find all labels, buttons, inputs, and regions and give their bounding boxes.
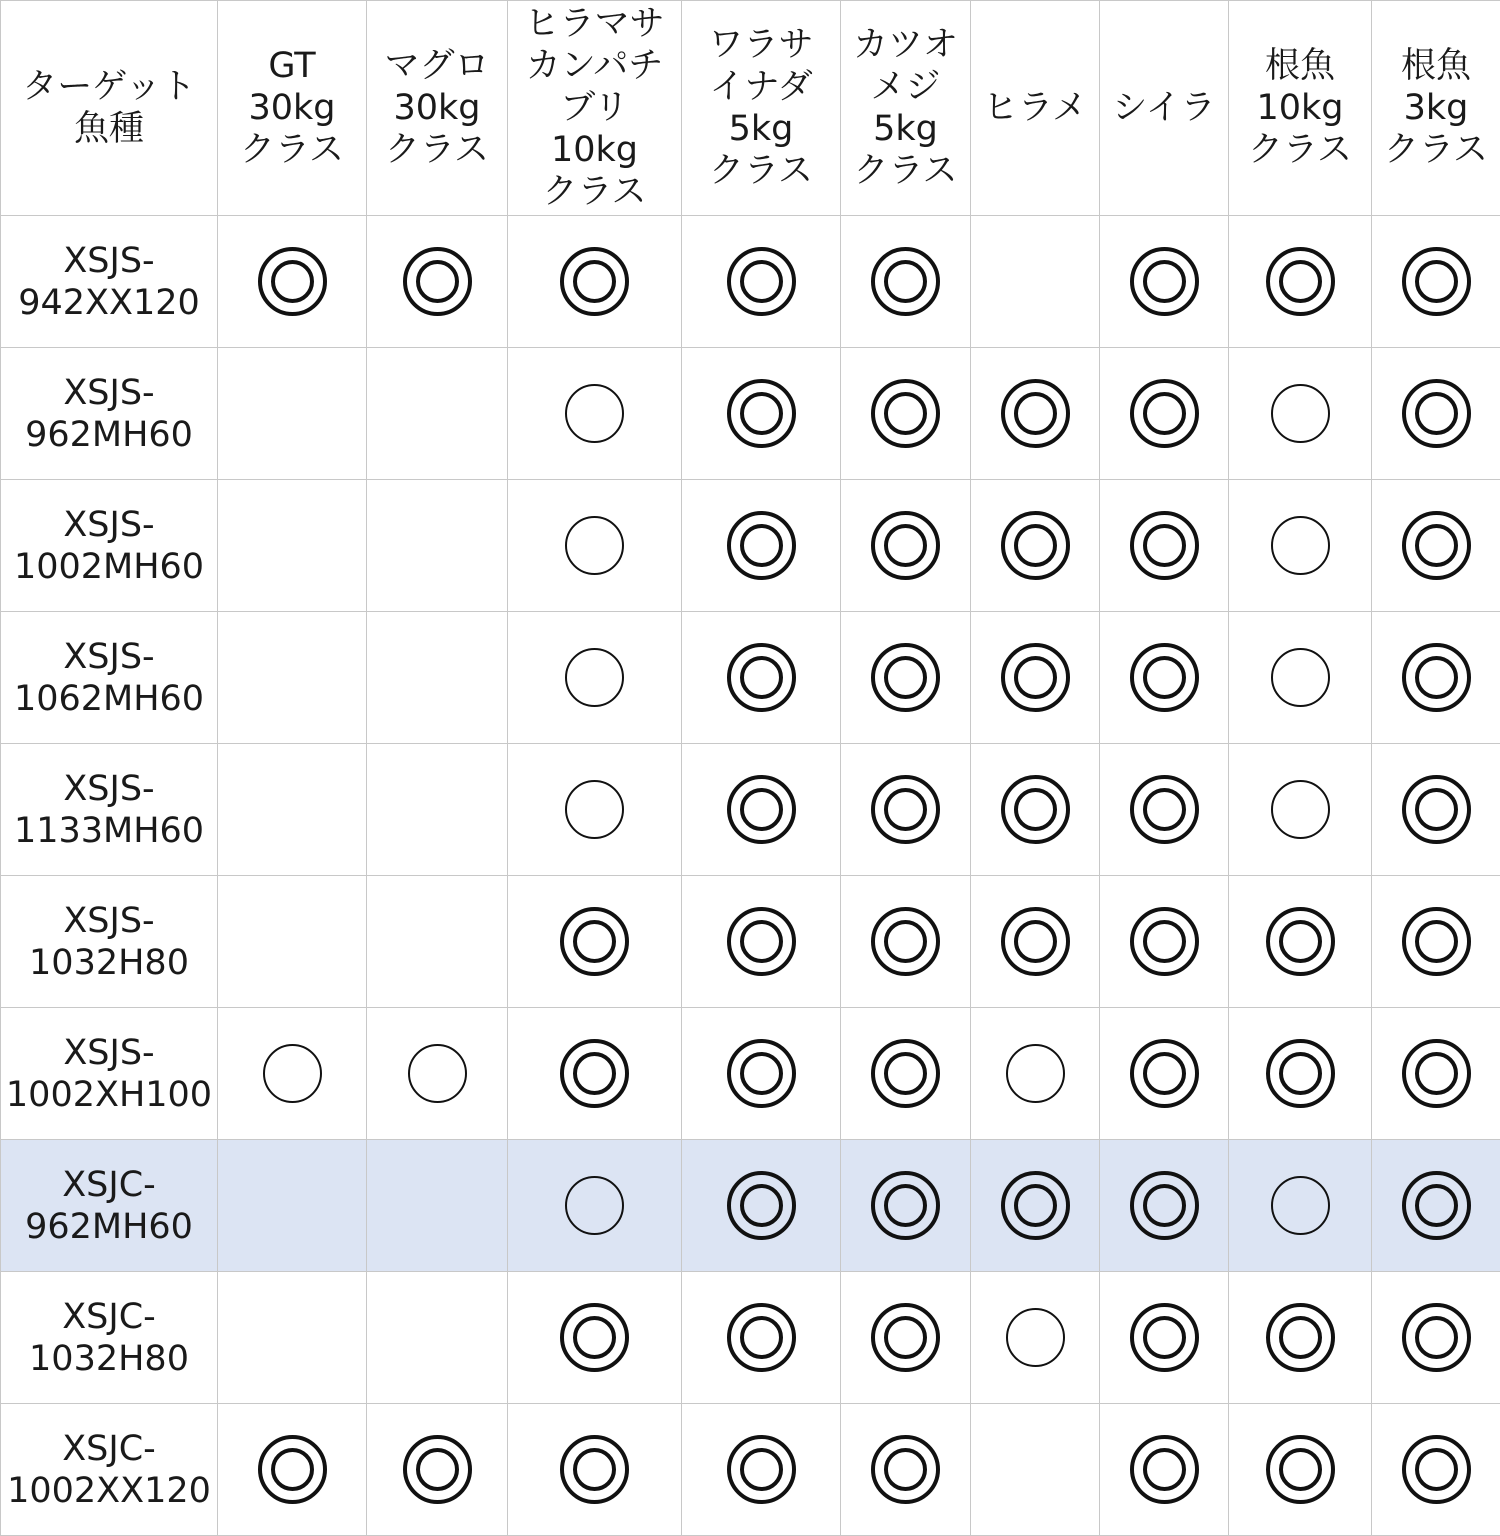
species-header <box>1372 1 1500 216</box>
rating-cell <box>1372 1140 1500 1272</box>
double-circle-icon <box>1130 1303 1199 1372</box>
model-name-line: XSJS- <box>1 240 217 282</box>
species-header-line: GT <box>218 45 366 87</box>
model-name-line: XSJC- <box>1 1164 217 1206</box>
double-circle-icon <box>1001 379 1070 448</box>
rating-cell <box>971 1272 1100 1404</box>
model-name-line: XSJC- <box>1 1428 217 1470</box>
double-circle-icon <box>1130 643 1199 712</box>
double-circle-icon <box>1266 1303 1335 1372</box>
double-circle-icon <box>727 643 796 712</box>
rating-cell <box>682 348 841 480</box>
double-circle-icon <box>1402 511 1471 580</box>
rating-cell <box>682 480 841 612</box>
rating-cell <box>508 216 682 348</box>
species-header <box>682 1 841 216</box>
rating-cell <box>971 744 1100 876</box>
species-header-line: クラス <box>218 129 366 171</box>
species-header-line: ヒラマサ <box>508 3 681 45</box>
species-header <box>971 1 1100 216</box>
double-circle-icon <box>1130 1171 1199 1240</box>
rating-cell <box>1372 1008 1500 1140</box>
species-header <box>1229 1 1372 216</box>
rating-cell <box>367 348 508 480</box>
species-header <box>218 1 367 216</box>
rating-cell <box>218 1272 367 1404</box>
rating-cell <box>1229 1272 1372 1404</box>
rating-cell <box>218 480 367 612</box>
circle-icon <box>565 648 624 707</box>
model-name-line: 962MH60 <box>1 1206 217 1248</box>
rating-cell <box>1229 1140 1372 1272</box>
species-header-line: 根魚 <box>1372 45 1500 87</box>
model-name-line: 1002XH100 <box>1 1074 217 1116</box>
species-header-line: ヒラメ <box>971 87 1099 129</box>
double-circle-icon <box>1001 907 1070 976</box>
species-header-line: カツオ <box>841 24 970 66</box>
circle-icon <box>1006 1044 1065 1103</box>
rating-cell <box>1372 1272 1500 1404</box>
double-circle-icon <box>871 1435 940 1504</box>
rating-cell <box>1372 480 1500 612</box>
rating-cell <box>1372 612 1500 744</box>
rating-cell <box>841 1008 971 1140</box>
corner-header <box>1 1 218 216</box>
double-circle-icon <box>871 379 940 448</box>
species-header-line: カンパチ <box>508 45 681 87</box>
double-circle-icon <box>871 775 940 844</box>
species-header <box>1100 1 1229 216</box>
double-circle-icon <box>1266 907 1335 976</box>
rating-cell <box>508 480 682 612</box>
model-name-line: XSJS- <box>1 768 217 810</box>
rating-cell <box>841 348 971 480</box>
rating-cell <box>1100 1008 1229 1140</box>
double-circle-icon <box>871 1171 940 1240</box>
double-circle-icon <box>871 643 940 712</box>
double-circle-icon <box>727 1039 796 1108</box>
rating-cell <box>1100 1272 1229 1404</box>
rating-cell <box>1100 876 1229 1008</box>
double-circle-icon <box>1266 247 1335 316</box>
rating-cell <box>841 1272 971 1404</box>
rating-cell <box>971 1404 1100 1536</box>
rating-cell <box>367 216 508 348</box>
circle-icon <box>565 780 624 839</box>
species-header-line: 30kg <box>218 87 366 129</box>
table-row <box>1 1140 1500 1272</box>
rating-cell <box>682 612 841 744</box>
double-circle-icon <box>1402 775 1471 844</box>
double-circle-icon <box>727 511 796 580</box>
double-circle-icon <box>1402 1435 1471 1504</box>
rating-cell <box>508 348 682 480</box>
rating-cell <box>1100 744 1229 876</box>
rating-cell <box>971 480 1100 612</box>
rating-cell <box>1372 348 1500 480</box>
species-header-line: マグロ <box>367 45 507 87</box>
double-circle-icon <box>1130 247 1199 316</box>
rating-cell <box>841 216 971 348</box>
rating-cell <box>971 876 1100 1008</box>
circle-icon <box>1271 780 1330 839</box>
species-header-line: クラス <box>367 129 507 171</box>
species-header <box>367 1 508 216</box>
double-circle-icon <box>727 1303 796 1372</box>
rating-cell <box>841 1404 971 1536</box>
double-circle-icon <box>1402 1039 1471 1108</box>
model-name-cell <box>1 876 218 1008</box>
circle-icon <box>408 1044 467 1103</box>
double-circle-icon <box>403 1435 472 1504</box>
model-name-line: 1032H80 <box>1 1338 217 1380</box>
double-circle-icon <box>1266 1435 1335 1504</box>
model-name-cell <box>1 1272 218 1404</box>
model-name-line: 1062MH60 <box>1 678 217 720</box>
rating-cell <box>367 1008 508 1140</box>
double-circle-icon <box>1001 775 1070 844</box>
rating-cell <box>218 1008 367 1140</box>
circle-icon <box>1271 516 1330 575</box>
rating-cell <box>1229 744 1372 876</box>
rating-cell <box>971 216 1100 348</box>
rating-cell <box>218 744 367 876</box>
double-circle-icon <box>1001 1171 1070 1240</box>
rating-cell <box>841 612 971 744</box>
species-header-line: イナダ <box>682 66 840 108</box>
double-circle-icon <box>560 1039 629 1108</box>
table-row <box>1 480 1500 612</box>
double-circle-icon <box>727 907 796 976</box>
rating-cell <box>1229 348 1372 480</box>
rating-cell <box>508 612 682 744</box>
double-circle-icon <box>1130 1435 1199 1504</box>
double-circle-icon <box>727 775 796 844</box>
double-circle-icon <box>1402 379 1471 448</box>
rating-cell <box>841 744 971 876</box>
rating-cell <box>1372 744 1500 876</box>
rating-cell <box>1229 876 1372 1008</box>
header-row <box>1 1 1500 216</box>
rating-cell <box>841 1140 971 1272</box>
double-circle-icon <box>560 907 629 976</box>
rating-cell <box>508 744 682 876</box>
rating-cell <box>218 876 367 1008</box>
species-header-line: 3kg <box>1372 87 1500 129</box>
model-name-line: 1133MH60 <box>1 810 217 852</box>
species-header <box>508 1 682 216</box>
double-circle-icon <box>1402 247 1471 316</box>
double-circle-icon <box>403 247 472 316</box>
model-name-line: XSJS- <box>1 900 217 942</box>
double-circle-icon <box>871 247 940 316</box>
model-name-line: XSJS- <box>1 1032 217 1074</box>
circle-icon <box>565 1176 624 1235</box>
rating-cell <box>367 1272 508 1404</box>
double-circle-icon <box>871 511 940 580</box>
species-header-line: クラス <box>1229 129 1371 171</box>
rating-cell <box>1372 216 1500 348</box>
rating-cell <box>1229 1008 1372 1140</box>
rating-cell <box>1229 1404 1372 1536</box>
rating-cell <box>1100 216 1229 348</box>
rating-cell <box>971 348 1100 480</box>
rating-cell <box>682 216 841 348</box>
rating-cell <box>218 348 367 480</box>
corner-header-line: ターゲット <box>1 66 217 108</box>
rating-cell <box>218 1404 367 1536</box>
model-name-line: 942XX120 <box>1 282 217 324</box>
double-circle-icon <box>1130 1039 1199 1108</box>
circle-icon <box>1006 1308 1065 1367</box>
rating-cell <box>508 1272 682 1404</box>
rating-cell <box>1100 348 1229 480</box>
species-header-line: シイラ <box>1100 87 1228 129</box>
rating-cell <box>682 1272 841 1404</box>
species-header-line: メジ <box>841 66 970 108</box>
double-circle-icon <box>560 1435 629 1504</box>
table-row <box>1 1008 1500 1140</box>
double-circle-icon <box>727 247 796 316</box>
double-circle-icon <box>871 1303 940 1372</box>
rating-cell <box>971 1140 1100 1272</box>
rating-cell <box>1100 612 1229 744</box>
table-row <box>1 744 1500 876</box>
corner-header-line: 魚種 <box>1 108 217 150</box>
model-name-cell <box>1 216 218 348</box>
model-name-line: 1002XX120 <box>1 1470 217 1512</box>
circle-icon <box>565 384 624 443</box>
model-name-line: XSJS- <box>1 372 217 414</box>
rating-cell <box>367 480 508 612</box>
species-header <box>841 1 971 216</box>
rating-cell <box>508 1140 682 1272</box>
double-circle-icon <box>560 247 629 316</box>
model-name-cell <box>1 348 218 480</box>
species-header-line: クラス <box>508 171 681 213</box>
rating-cell <box>367 1404 508 1536</box>
rating-cell <box>218 1140 367 1272</box>
model-name-line: 962MH60 <box>1 414 217 456</box>
rating-cell <box>218 612 367 744</box>
species-header-line: 30kg <box>367 87 507 129</box>
double-circle-icon <box>258 247 327 316</box>
rating-cell <box>682 1140 841 1272</box>
rating-cell <box>1100 1140 1229 1272</box>
table-row <box>1 216 1500 348</box>
double-circle-icon <box>1001 511 1070 580</box>
rating-cell <box>367 744 508 876</box>
rating-cell <box>682 1404 841 1536</box>
double-circle-icon <box>258 1435 327 1504</box>
species-header-line: ワラサ <box>682 24 840 66</box>
double-circle-icon <box>1402 907 1471 976</box>
model-name-cell <box>1 744 218 876</box>
rating-cell <box>1372 876 1500 1008</box>
table-row <box>1 876 1500 1008</box>
table-row <box>1 1404 1500 1536</box>
rating-cell <box>682 876 841 1008</box>
table-row <box>1 612 1500 744</box>
rating-cell <box>1229 480 1372 612</box>
table-row <box>1 1272 1500 1404</box>
rating-cell <box>682 744 841 876</box>
model-name-line: XSJC- <box>1 1296 217 1338</box>
model-name-cell <box>1 480 218 612</box>
rating-cell <box>1100 480 1229 612</box>
double-circle-icon <box>560 1303 629 1372</box>
rating-cell <box>971 1008 1100 1140</box>
double-circle-icon <box>727 379 796 448</box>
species-header-line: 10kg <box>1229 87 1371 129</box>
species-header-line: ブリ <box>508 87 681 129</box>
species-header-line: クラス <box>1372 129 1500 171</box>
species-header-line: 10kg <box>508 129 681 171</box>
double-circle-icon <box>727 1435 796 1504</box>
species-header-line: 5kg <box>682 108 840 150</box>
model-name-line: XSJS- <box>1 636 217 678</box>
circle-icon <box>263 1044 322 1103</box>
double-circle-icon <box>1001 643 1070 712</box>
rating-cell <box>1372 1404 1500 1536</box>
double-circle-icon <box>871 907 940 976</box>
double-circle-icon <box>1130 907 1199 976</box>
model-name-line: XSJS- <box>1 504 217 546</box>
circle-icon <box>1271 1176 1330 1235</box>
rating-cell <box>841 876 971 1008</box>
species-header-line: 根魚 <box>1229 45 1371 87</box>
species-header-line: クラス <box>682 150 840 192</box>
rating-cell <box>508 1404 682 1536</box>
rating-cell <box>367 1140 508 1272</box>
rating-cell <box>508 1008 682 1140</box>
model-name-cell <box>1 612 218 744</box>
rating-cell <box>682 1008 841 1140</box>
model-name-cell <box>1 1008 218 1140</box>
double-circle-icon <box>1266 1039 1335 1108</box>
rating-cell <box>218 216 367 348</box>
table-row <box>1 348 1500 480</box>
double-circle-icon <box>1402 1303 1471 1372</box>
model-name-line: 1032H80 <box>1 942 217 984</box>
model-name-cell <box>1 1140 218 1272</box>
rating-cell <box>367 876 508 1008</box>
double-circle-icon <box>871 1039 940 1108</box>
double-circle-icon <box>1402 1171 1471 1240</box>
rating-cell <box>367 612 508 744</box>
double-circle-icon <box>1130 511 1199 580</box>
model-name-line: 1002MH60 <box>1 546 217 588</box>
rating-cell <box>1100 1404 1229 1536</box>
rating-cell <box>1229 612 1372 744</box>
species-header-line: クラス <box>841 150 970 192</box>
model-name-cell <box>1 1404 218 1536</box>
double-circle-icon <box>727 1171 796 1240</box>
circle-icon <box>1271 648 1330 707</box>
rating-cell <box>971 612 1100 744</box>
species-header-line: 5kg <box>841 108 970 150</box>
circle-icon <box>1271 384 1330 443</box>
circle-icon <box>565 516 624 575</box>
rating-cell <box>1229 216 1372 348</box>
rating-cell <box>841 480 971 612</box>
double-circle-icon <box>1130 775 1199 844</box>
double-circle-icon <box>1402 643 1471 712</box>
rating-cell <box>508 876 682 1008</box>
double-circle-icon <box>1130 379 1199 448</box>
